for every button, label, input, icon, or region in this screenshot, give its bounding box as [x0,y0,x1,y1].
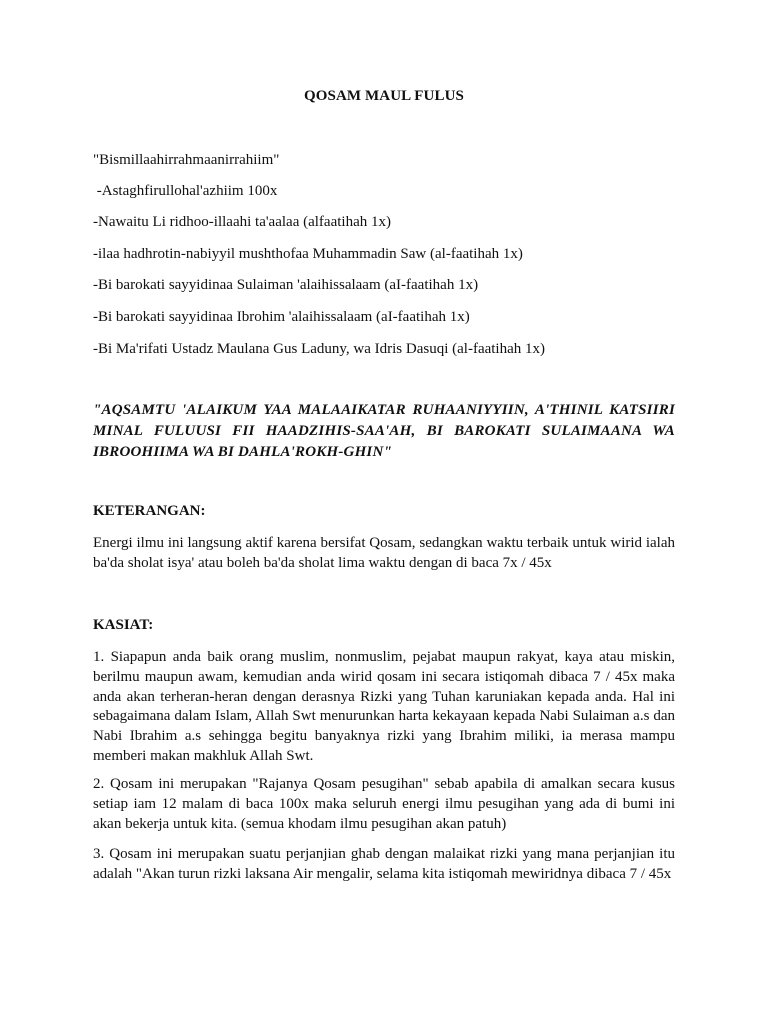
instruction-line: -Astaghfirullohal'azhiim 100x [93,183,278,199]
instruction-line: -Nawaitu Li ridhoo-illaahi ta'aalaa (alfaatihah 1x) [93,214,391,230]
instruction-line: -Bi Ma'rifati Ustadz Maulana Gus Laduny, wa Idris Dasuqi (al-faatihah 1x) [93,341,546,357]
invocation-text: "AQSAMTU 'ALAIKUM YAA MALAAIKATAR RUHAANIYYIIN, A'THINIL KATSIIRI MINAL FULUUSI FII HAADZIHIS-SAA'AH, BI BAROKATI SULAIMAANA WA IBROOHIIMA WA BI DAHLA'ROKH-GHIN" [93,402,675,460]
kasiat-item: 3. Qosam ini merupakan suatu perjanjian ghab dengan malaikat rizki yang mana perjanjian itu adalah "Akan turun rizki laksana Air mengalir, selama kita istiqomah mewiridnya dibaca 7 / 45x [93,846,675,882]
instruction-line: -Bi barokati sayyidinaa Sulaiman 'alaihissalaam (aI-faatihah 1x) [93,277,479,293]
opening-line: "Bismillaahirrahmaanirrahiim" [93,152,280,168]
keterangan-paragraph: Energi ilmu ini langsung aktif karena bersifat Qosam, sedangkan waktu terbaik untuk wirid ialah ba'da sholat isya' atau boleh ba'da sholat lima waktu dengan di baca 7x / 45x [93,535,675,571]
document-title: QOSAM MAUL FULUS [304,88,464,104]
instruction-line: -Bi barokati sayyidinaa Ibrohim 'alaihissalaam (aI-faatihah 1x) [93,309,470,325]
kasiat-heading: KASIAT: [93,617,154,633]
instruction-line: -ilaa hadhrotin-nabiyyil mushthofaa Muhammadin Saw (al-faatihah 1x) [93,246,523,262]
kasiat-item: 2. Qosam ini merupakan "Rajanya Qosam pesugihan" sebab apabila di amalkan secara kusus setiap iam 12 malam di baca 100x maka seluruh energi ilmu pesugihan yang ada di bumi ini akan bekerja untuk kita. (semua khodam ilmu pesugihan akan patuh) [93,776,675,832]
kasiat-item: 1. Siapapun anda baik orang muslim, nonmuslim, pejabat maupun rakyat, kaya atau miskin, berilmu maupun awam, kemudian anda wirid qosam ini secara istiqomah dibaca 7 / 45x maka anda akan terheran-heran dengan derasnya Rizki yang Tuhan karuniakan kepada anda. Hal ini sebagaimana dalam Islam, Allah Swt menurunkan harta kekayaan kepada Nabi Sulaiman a.s dan Nabi Ibrahim a.s sehingga begitu banyaknya rizki yang Ibrahim miliki, ia merasa mampu memberi makan makhluk Allah Swt. [93,649,675,764]
keterangan-heading: KETERANGAN: [93,503,206,519]
